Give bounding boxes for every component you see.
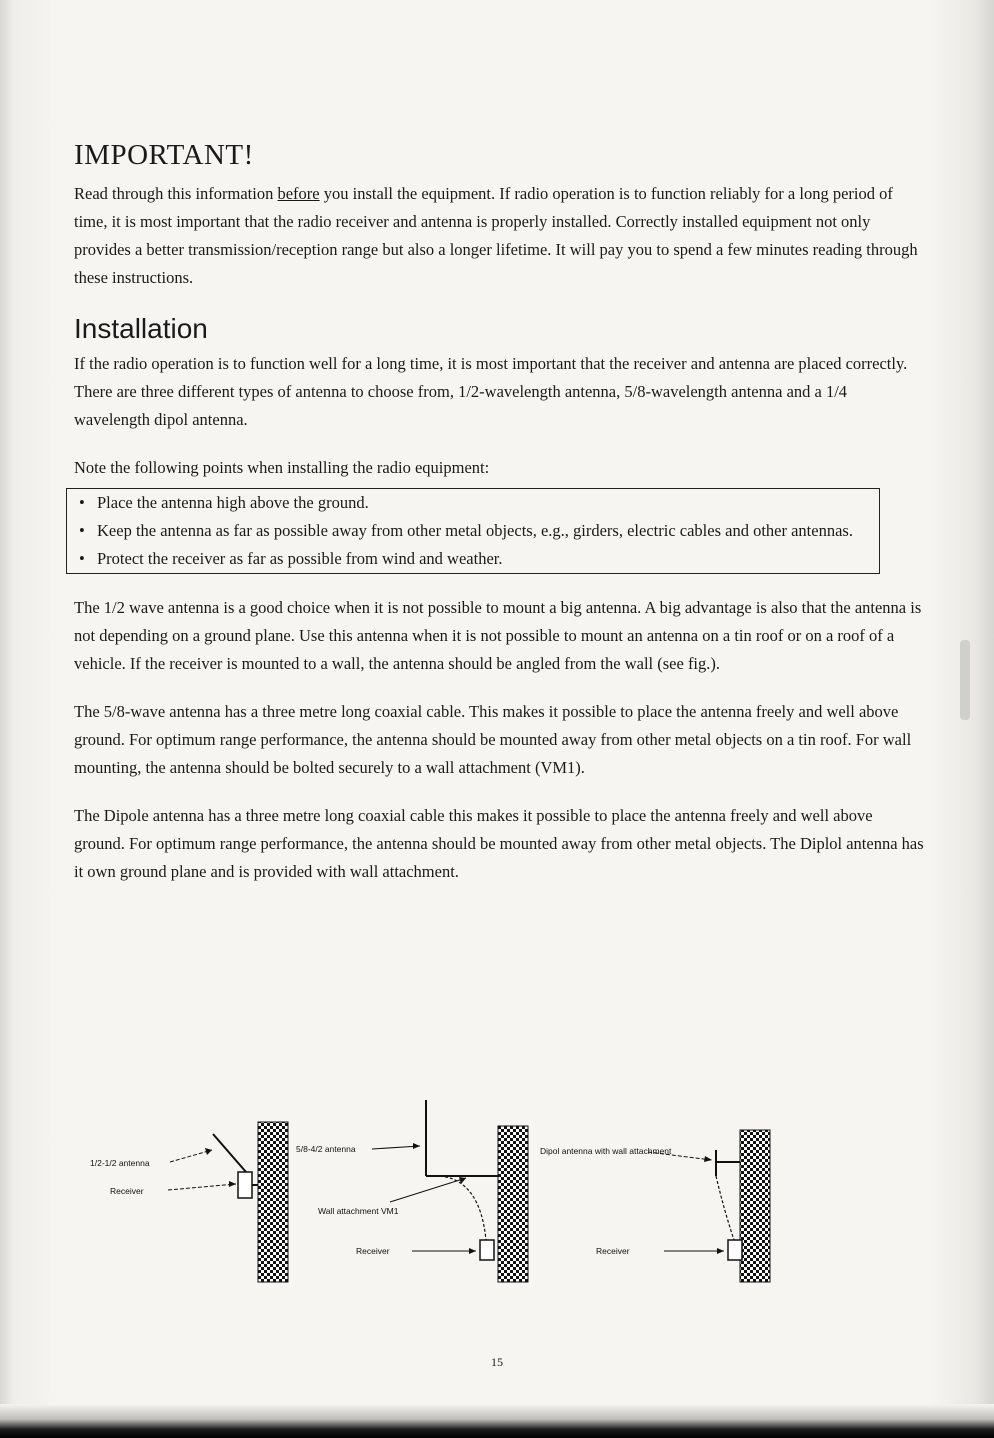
label-dipol: [540, 1146, 672, 1156]
arrow-wall-attachment: [390, 1178, 466, 1202]
wall-2: [498, 1126, 528, 1282]
page-content: [74, 138, 926, 886]
wall-3: [740, 1130, 770, 1282]
arrow-five-eighth: [372, 1146, 420, 1149]
arrow-dipol: [648, 1152, 712, 1160]
page-number: 15: [491, 1355, 503, 1369]
arrowhead-five-eighth: [413, 1143, 420, 1149]
label-receiver-2: Receiver: [356, 1246, 390, 1256]
intro-before: Read through this information: [74, 184, 278, 203]
heading-important: IMPORTANT!: [74, 139, 254, 171]
bullet-item: • Protect the receiver as far as possible from wind and weather.: [75, 545, 871, 573]
page-bottom-edge: [0, 1404, 994, 1438]
bullet-item: • Place the antenna high above the ground.: [75, 489, 871, 517]
arrowhead-dipol: [704, 1156, 712, 1162]
arrow-half-wave: [170, 1150, 212, 1162]
figure-dipol: [540, 1130, 770, 1282]
five-eighth-paragraph: The 5/8-wave antenna has a three metre long coaxial cable. This makes it possible to place the antenna freely and well above ground. For optimum range performance, the antenna should be mounted away from other metal objects on a tin roof. For wall mounting, the antenna should be bolted securely to a wall attachment (VM1).: [74, 702, 912, 777]
installation-text-2: There are three different types of antenna to choose from, 1/2-wavelength antenna, 5/8-wavelength antenna and a 1/4 wavelength dipol antenna.: [74, 382, 848, 429]
arrowhead-half-wave: [205, 1148, 212, 1155]
receiver-box-2: [480, 1240, 494, 1260]
note-intro: Note the following points when installing the radio equipment:: [74, 458, 490, 477]
installation-text-1: If the radio operation is to function well for a long time, it is most important that the receiver and antenna are placed correctly.: [74, 354, 908, 373]
label-five-eighth: 5/8-4/2 antenna: [296, 1144, 356, 1154]
dipole-paragraph: The Dipole antenna has a three metre long coaxial cable this makes it possible to place the antenna freely and well above ground. For optimum range performance, the antenna should be mounted away from other metal objects. The Diplol antenna has it own ground plane and is provided with wall attachment.: [74, 806, 924, 881]
figure-five-eighth: [296, 1100, 528, 1282]
intro-paragraph: [74, 180, 926, 292]
wall-1: [258, 1122, 288, 1282]
bullet-list: [75, 489, 871, 573]
arrowhead-receiver-2: [469, 1248, 476, 1254]
coaxial-cable-3: [716, 1176, 734, 1240]
label-dipol-text: Dipol antenna with wall attachment: [540, 1146, 672, 1156]
half-wave-paragraph: The 1/2 wave antenna is a good choice when it is not possible to mount a big antenna. A big advantage is also that the antenna is not depending on a ground plane. Use this antenna when it is not possible to mount an antenna on a tin roof or on a roof of a vehicle. If the receiver is mounted to a wall, the antenna should be angled from the wall (see fig.).: [74, 598, 922, 673]
figure-half-wave: [90, 1122, 288, 1282]
arrowhead-receiver-1: [229, 1181, 236, 1187]
label-receiver-3: Receiver: [596, 1246, 630, 1256]
page-shadow-mark: [960, 640, 970, 720]
label-receiver-1: Receiver: [110, 1186, 144, 1196]
arrow-receiver-1: [168, 1184, 236, 1190]
bullet-item: • Keep the antenna as far as possible away from other metal objects, e.g., girders, electric cables and other antennas.: [75, 517, 871, 545]
receiver-box-3: [728, 1240, 742, 1260]
antenna-installation-diagram: [0, 1090, 994, 1310]
intro-underlined-word: before: [277, 184, 320, 203]
heading-installation: Installation: [74, 313, 208, 344]
label-wall-attachment: Wall attachment VM1: [318, 1206, 399, 1216]
intro-after: you install the equipment. If radio operation is to function reliably for a long period of time, it is most important that the radio receiver and antenna is properly installed. Correctly installed equipment not only provides a better transmission/reception range but also a longer lifetime. It will pay you to spend a few minutes reading through these instructions.: [74, 184, 918, 287]
coaxial-cable-2: [440, 1176, 486, 1240]
bullet-box: [66, 488, 880, 574]
half-wave-antenna-rod: [213, 1134, 246, 1172]
receiver-box-1: [238, 1172, 252, 1198]
arrowhead-receiver-3: [717, 1248, 724, 1254]
label-half-wave: 1/2-1/2 antenna: [90, 1158, 150, 1168]
